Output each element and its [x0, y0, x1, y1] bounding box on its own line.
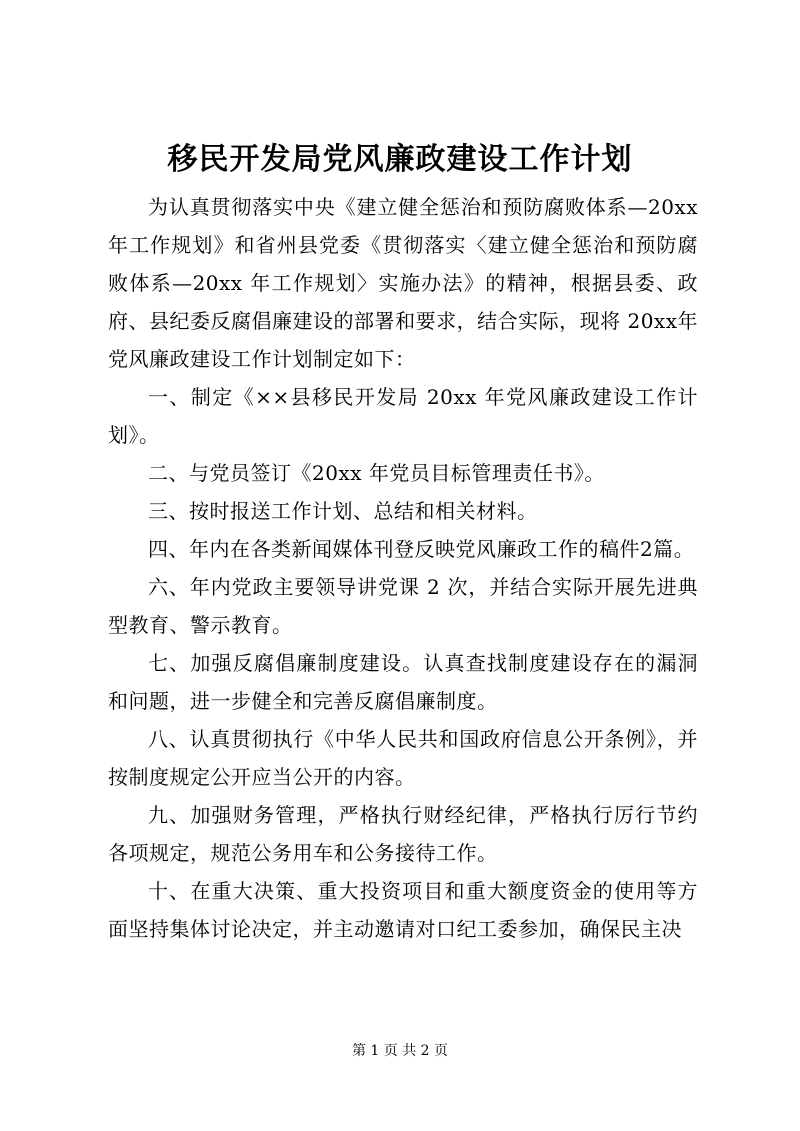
page-footer: 第 1 页 共 2 页	[351, 1043, 449, 1059]
paragraph-item-2: 二、与党员签订《20xx 年党员目标管理责任书》。	[148, 461, 605, 485]
paragraph-item-1: 一、制定《××县移民开发局 20xx 年党风廉政建设工作计划》。	[108, 385, 698, 447]
document-body	[108, 188, 698, 948]
paragraph-item-3: 三、按时报送工作计划、总结和相关材料。	[148, 499, 538, 523]
document-title: 移民开发局党风廉政建设工作计划	[167, 142, 633, 177]
paragraph-item-6: 六、年内党政主要领导讲党课 2 次，并结合实际开展先进典型教育、警示教育。	[108, 575, 698, 637]
paragraph-item-8: 八、认真贯彻执行《中华人民共和国政府信息公开条例》，并按制度规定公开应当公开的内容。	[108, 727, 698, 789]
paragraph-item-4: 四、年内在各类新闻媒体刊登反映党风廉政工作的稿件2篇。	[148, 537, 695, 561]
paragraph-item-9: 九、加强财务管理，严格执行财经纪律，严格执行厉行节约各项规定，规范公务用车和公务接待工作。	[108, 803, 698, 865]
paragraph-intro: 为认真贯彻落实中央《建立健全惩治和预防腐败体系—20xx年工作规划》和省州县党委《贯彻落实〈建立健全惩治和预防腐败体系—20xx 年工作规划〉实施办法》的精神，根据县委、政府、县纪委反腐倡廉建设的部署和要求，结合实际，现将 20xx年党风廉政建设工作计划制定如下：	[108, 195, 698, 371]
paragraph-item-10: 十、在重大决策、重大投资项目和重大额度资金的使用等方面坚持集体讨论决定，并主动邀请对口纪工委参加，确保民主决	[108, 879, 698, 941]
paragraph-item-7: 七、加强反腐倡廉制度建设。认真查找制度建设存在的漏洞和问题，进一步健全和完善反腐倡廉制度。	[108, 651, 698, 713]
